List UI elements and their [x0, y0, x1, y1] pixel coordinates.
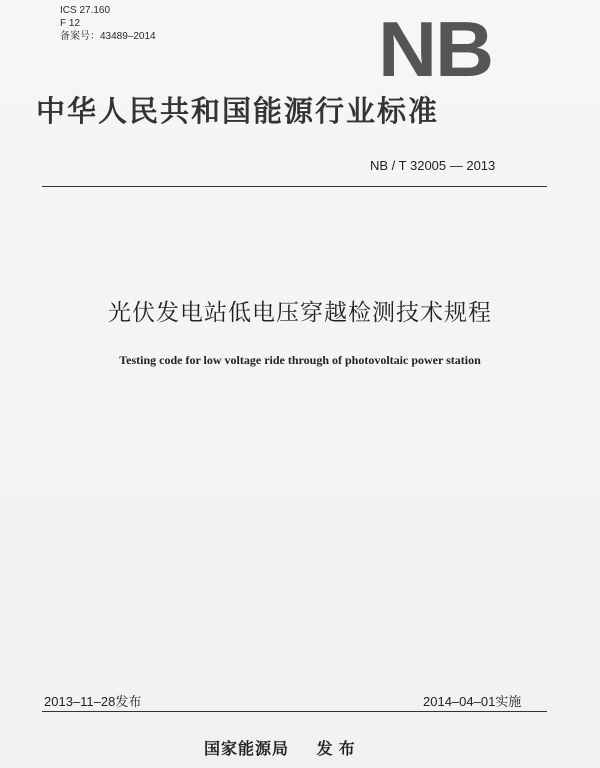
ics-code: ICS 27.160	[60, 5, 111, 16]
agency-title: 中华人民共和国能源行业标准	[36, 94, 440, 128]
publisher-name: 国家能源局	[204, 739, 290, 758]
footer-divider	[42, 711, 547, 712]
issue-date: 2013–11–28发布	[44, 694, 142, 709]
document-title-chinese: 光伏发电站低电压穿越检测技术规程	[108, 300, 492, 326]
nb-logo: NB	[378, 5, 493, 93]
document-title-english: Testing code for low voltage ride through of photovoltaic power station	[119, 353, 481, 367]
effective-date: 2014–04–01实施	[423, 694, 522, 709]
record-number: 备案号：43489–2014	[60, 31, 156, 42]
standard-number: NB / T 32005 — 2013	[370, 158, 496, 173]
classification-code: F 12	[60, 18, 81, 29]
header-divider	[42, 186, 547, 187]
classification-block	[60, 4, 156, 43]
publisher-line	[204, 736, 361, 759]
publisher-action: 发布	[316, 739, 361, 758]
